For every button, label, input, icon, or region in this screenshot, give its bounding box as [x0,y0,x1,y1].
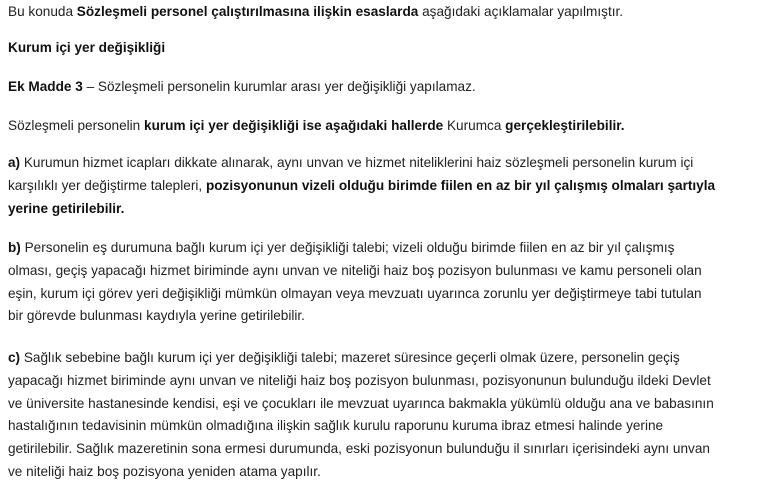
intro-paragraph [8,1,623,24]
section-heading-text: Kurum içi yer değişikliği [8,40,166,55]
item-b-line-1-text: Personelin eş durumuna bağlı kurum içi yer değişikliği talebi; vizeli olduğu birimde fiilen en az bir yıl çalışmış [20,240,675,255]
item-b-line-4: bir görevde bulunması kaydıyla yerine getirilebilir. [8,308,305,324]
item-c-line-2: yapacağı hizmet biriminde aynı unvan ve niteliği haiz boş pozisyon bulunması, pozisyonunun bulunduğu ildeki Devlet [8,372,711,388]
sozlesmeli-text-1: Sözleşmeli personelin [8,118,145,133]
intro-bold-text: Sözleşmeli personel çalıştırılmasına ilişkin esaslarda [76,4,419,19]
sozlesmeli-paragraph [8,115,625,138]
item-a-line-2-text: karşılıklı yer değiştirme talepleri, [8,177,206,193]
item-b-line-3: eşin, kurum içi görev yeri değişikliği mümkün olmayan veya mevzuatı uyarınca zorunlu yer değiştirmeye tabi tutulan [8,285,702,301]
item-b-line-2: olması, geçiş yapacağı hizmet biriminde aynı unvan ve niteliği haiz boş pozisyon bulunması ve kamu personeli olan [8,262,702,278]
sozlesmeli-text-2: Kurumca [443,118,506,133]
item-b-line-1 [8,237,702,260]
item-a-line-1 [8,152,715,175]
item-c-line-4: hastalığının tedavisinin mümkün olmadığına ilişkin sağlık kurulu raporunu kuruma ibraz etmesi halinde yerine [8,418,664,434]
item-c-paragraph [8,347,714,484]
intro-text-1: Bu konuda [8,4,77,19]
item-b-paragraph [8,237,702,328]
item-c-line-1-text: Sağlık sebebine bağlı kurum içi yer değişikliği talebi; mazeret süresince geçerli olmak üzere, personelin geçiş [20,350,680,365]
section-heading [8,37,165,60]
item-c-line-6: ve niteliği haiz boş pozisyona yeniden atama yapılır. [8,463,321,479]
item-c-line-5: getirilebilir. Sağlık mazeretinin sona ermesi durumunda, eski pozisyonun bulunduğu il sınırları içerisindeki aynı unvan [8,441,710,457]
item-c-marker: c) [8,350,21,365]
item-c-line-1 [8,347,714,370]
ek-madde-text: – Sözleşmeli personelin kurumlar arası yer değişikliği yapılamaz. [82,79,476,94]
item-b-marker: b) [8,240,21,255]
sozlesmeli-bold-1: kurum içi yer değişikliği ise aşağıdaki hallerde [144,118,444,133]
item-c-line-3: ve üniversite hastanesinde kendisi, eşi ve çocukları ile mevzuat uyarınca bakmakla yükümlü olduğu ana ve babasının [8,395,714,411]
ek-madde-label: Ek Madde 3 [8,79,83,94]
sozlesmeli-bold-2: gerçekleştirilebilir. [505,118,625,133]
intro-text-2: aşağıdaki açıklamalar yapılmıştır. [418,4,624,19]
ek-madde-paragraph [8,76,476,99]
item-a-paragraph [8,152,715,220]
item-a-line-3 [8,198,715,221]
item-a-line-2 [8,175,715,198]
item-a-line-2-bold: pozisyonunun vizeli olduğu birimde fiilen en az bir yıl çalışmış olmaları şartıyla [205,177,716,193]
item-a-line-1-text: Kurumun hizmet icapları dikkate alınarak, aynı unvan ve hizmet niteliklerini haiz sözleşmeli personelin kurum içi [20,155,694,170]
item-a-line-3-bold: yerine getirilebilir. [8,200,125,216]
item-a-marker: a) [8,155,21,170]
